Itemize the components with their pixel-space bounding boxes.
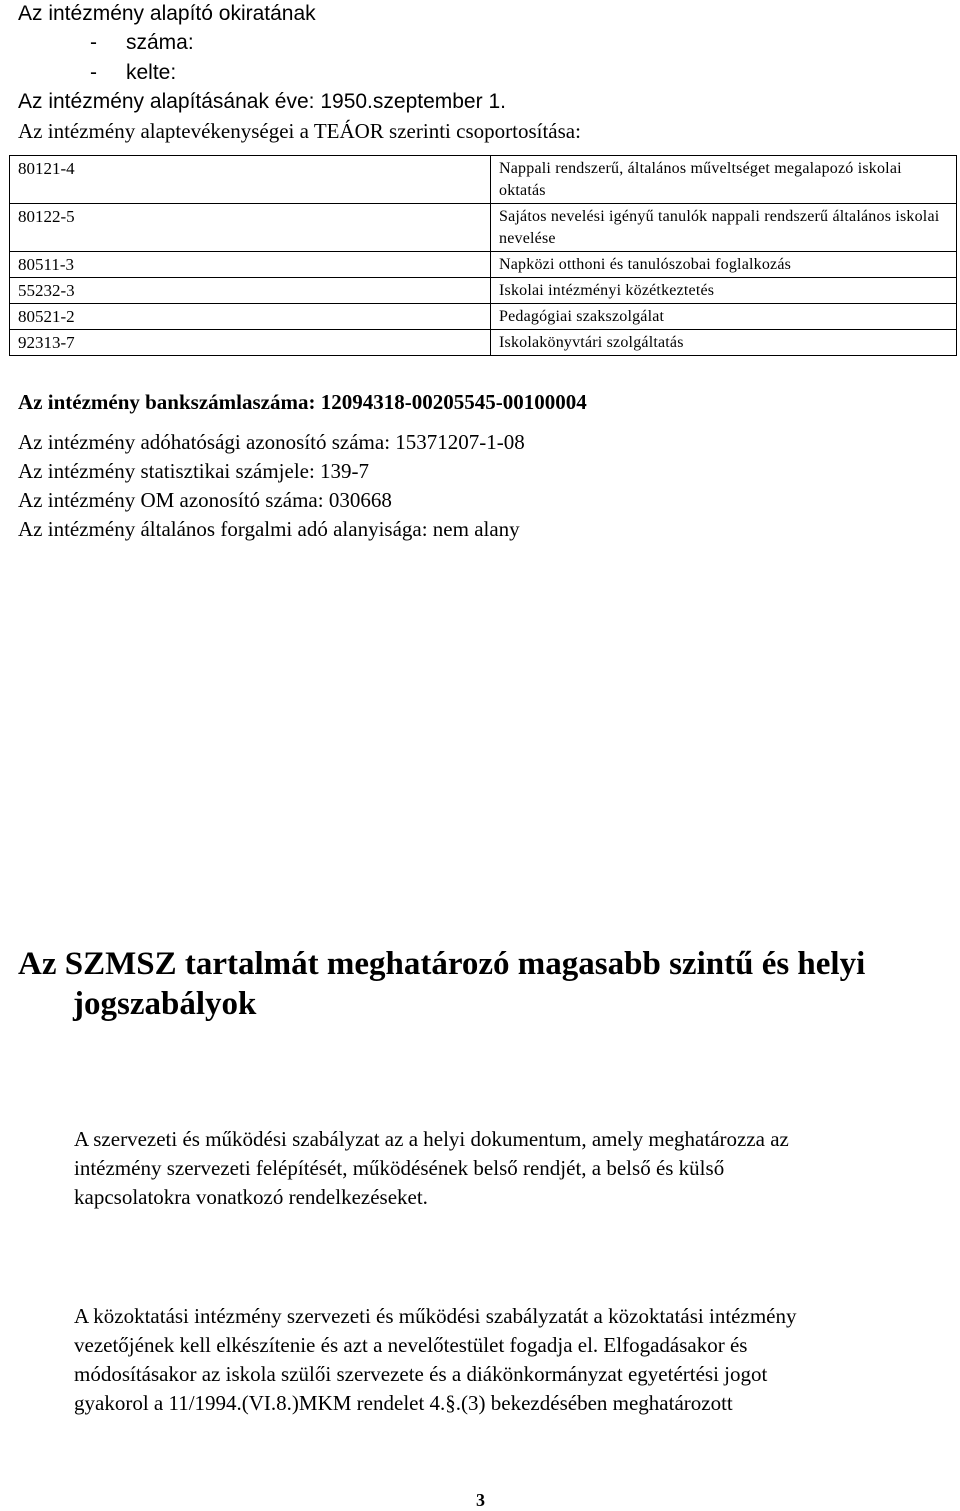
section-heading-line2: jogszabályok <box>73 986 257 1022</box>
teaor-description: Napközi otthoni és tanulószobai foglalkozás <box>491 252 957 278</box>
teaor-table <box>9 155 957 356</box>
teaor-description: Nappali rendszerű, általános műveltséget megalapozó iskolai oktatás <box>491 156 957 204</box>
page-number: 3 <box>476 1490 485 1510</box>
paragraph-line: intézmény szervezeti felépítését, működésének belső rendjét, a belső és külső <box>74 1156 725 1180</box>
teaor-description: Sajátos nevelési igényű tanulók nappali rendszerű általános iskolai nevelése <box>491 204 957 252</box>
paragraph-line: gyakorol a 11/1994.(VI.8.)MKM rendelet 4.§.(3) bekezdésében meghatározott <box>74 1391 733 1415</box>
teaor-code: 55232-3 <box>10 278 491 304</box>
bullet-dash: - <box>90 31 97 54</box>
vat-status: Az intézmény általános forgalmi adó alanyisága: nem alany <box>18 517 520 541</box>
tax-id: Az intézmény adóhatósági azonosító száma: 15371207-1-08 <box>18 430 525 454</box>
founding-doc-date <box>90 61 176 85</box>
table-row <box>10 304 957 330</box>
teaor-code: 92313-7 <box>10 330 491 356</box>
teaor-description: Iskolai intézményi közétkeztetés <box>491 278 957 304</box>
table-row <box>10 204 957 252</box>
statistical-code: Az intézmény statisztikai számjele: 139-7 <box>18 459 370 483</box>
section-heading <box>18 944 918 1024</box>
founding-doc-title: Az intézmény alapító okiratának <box>18 2 316 25</box>
table-row <box>10 156 957 204</box>
teaor-code: 80521-2 <box>10 304 491 330</box>
paragraph-line: vezetőjének kell elkészítenie és azt a nevelőtestület fogadja el. Elfogadásakor és <box>74 1333 748 1357</box>
teaor-description: Iskolakönyvtári szolgáltatás <box>491 330 957 356</box>
paragraph-line: A szervezeti és működési szabályzat az a helyi dokumentum, amely meghatározza az <box>74 1127 789 1151</box>
teaor-code: 80511-3 <box>10 252 491 278</box>
founding-doc-number-label: száma: <box>126 31 194 54</box>
teaor-code: 80122-5 <box>10 204 491 252</box>
paragraph-line: A közoktatási intézmény szervezeti és működési szabályzatát a közoktatási intézmény <box>74 1304 797 1328</box>
paragraph-line: módosításakor az iskola szülői szervezete és a diákönkormányzat egyetértési jogot <box>74 1362 768 1386</box>
paragraph-line: kapcsolatokra vonatkozó rendelkezéseket. <box>74 1185 428 1209</box>
teaor-code: 80121-4 <box>10 156 491 204</box>
table-row <box>10 330 957 356</box>
founding-doc-date-label: kelte: <box>126 61 177 84</box>
bullet-dash: - <box>90 61 97 84</box>
founding-year: Az intézmény alapításának éve: 1950.szeptember 1. <box>18 90 506 113</box>
founding-doc-number <box>90 31 194 55</box>
paragraph-szmsz-definition <box>74 1125 934 1212</box>
teaor-intro: Az intézmény alaptevékenységei a TEÁOR szerinti csoportosítása: <box>18 119 581 143</box>
bank-account: Az intézmény bankszámlaszáma: 12094318-00205545-00100004 <box>18 390 587 414</box>
paragraph-szmsz-approval <box>74 1302 934 1418</box>
teaor-description: Pedagógiai szakszolgálat <box>491 304 957 330</box>
table-row <box>10 278 957 304</box>
teaor-table-body <box>10 156 957 356</box>
om-id: Az intézmény OM azonosító száma: 030668 <box>18 488 392 512</box>
section-heading-line1: Az SZMSZ tartalmát meghatározó magasabb szintű és helyi <box>18 946 866 982</box>
table-row <box>10 252 957 278</box>
